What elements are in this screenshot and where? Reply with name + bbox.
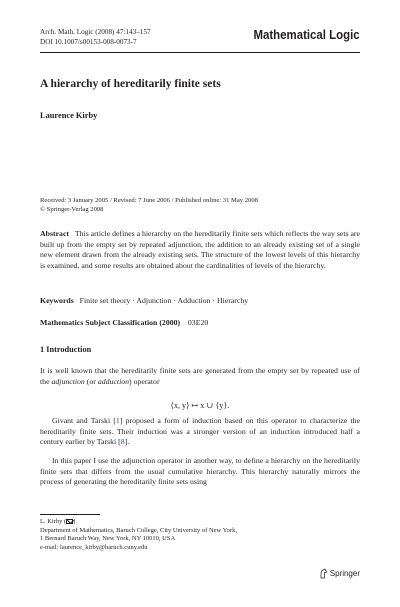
p1-text-a: It is well known that the hereditarily finite sets are generated from the empty set by repeated use of the — [40, 366, 360, 386]
abstract-text: This article defines a hierarchy on the hereditarily finite sets which reflects the way sets are built up from the empty set by repeated adjunction, the addition to an already existing set of a single new element drawn from the already existing sets. The structure of the lowest levels of this hierarchy is examined, and some results are obtained about the cardinalities of levels of the hierarchy. — [40, 229, 360, 270]
author-name: Laurence Kirby — [40, 111, 98, 120]
footnote-name-line — [40, 518, 237, 527]
section-title: 1 Introduction — [40, 345, 92, 354]
article-title: A hierarchy of hereditarily finite sets — [40, 78, 221, 90]
paragraph-1 — [40, 366, 360, 387]
term-adjunction: adjunction — [51, 376, 85, 386]
springer-horse-icon — [319, 568, 328, 579]
paragraph-2 — [40, 416, 360, 448]
paragraph-3: In this paper I use the adjunction operator in another way, to define a hierarchy on the hereditarily finite sets that differs from the usual cumulative hierarchy. This hierarchy naturally mirrors the process of generating the hereditarily finite sets using — [40, 456, 360, 487]
footnote-rule — [40, 514, 100, 515]
doi: DOI 10.1007/s00153-008-0073-7 — [40, 37, 137, 46]
copyright: © Springer-Verlag 2008 — [40, 205, 104, 213]
footnote-dept: Department of Mathematics, Baruch College, City University of New York, — [40, 526, 237, 534]
footnote-address: 1 Bernard Baruch Way, New York, NY 10010, USA — [40, 535, 176, 542]
msc-classification — [40, 318, 360, 329]
citation-link-8[interactable]: 8 — [120, 437, 125, 447]
journal-name: Mathematical Logic — [253, 27, 360, 42]
msc-code: 03E20 — [187, 318, 209, 327]
footnote-name: L. Kirby ( — [40, 518, 67, 525]
running-header — [40, 28, 151, 47]
publisher-logo — [319, 568, 360, 579]
envelope-icon — [66, 518, 76, 525]
abstract — [40, 229, 360, 271]
publication-history — [40, 197, 258, 214]
citation-link-1[interactable]: 1 — [115, 416, 120, 425]
p1-text-c: ) operator — [129, 376, 160, 386]
adjunction-formula: ⟨x, y⟩ ↦ x ∪ {y}. — [170, 401, 230, 410]
p2-text-b: ] proposed a form of induction based on this operator to characterize the hereditarily finite sets. Their induction was a stronger version of an induction introduced half a century earlier by Tarski [ — [40, 416, 361, 447]
footnote-email: e-mail: laurence_kirby@baruch.cuny.edu — [40, 543, 148, 551]
p1-text-b: (or — [84, 376, 98, 386]
term-adduction: adduction — [97, 376, 130, 386]
publisher-name: Springer — [329, 569, 360, 578]
footnote-name-end: ) — [73, 518, 76, 525]
msc-label: Mathematics Subject Classification (2000) — [40, 318, 181, 327]
p2-text-c: ]. — [124, 437, 130, 447]
dates: Received: 3 January 2005 / Revised: 7 June 2006 / Published online: 31 May 2008 — [40, 197, 258, 204]
header-rule — [40, 52, 360, 53]
keywords-text: Finite set theory · Adjunction · Adduction · Hierarchy — [79, 296, 249, 305]
keywords-label: Keywords — [40, 296, 74, 305]
p2-text-a: Givant and Tarski [ — [52, 416, 116, 425]
abstract-label: Abstract — [40, 229, 70, 238]
citation: Arch. Math. Logic (2008) 47:143–157 — [40, 28, 151, 36]
keywords — [40, 296, 360, 307]
author-footnote — [40, 518, 237, 552]
